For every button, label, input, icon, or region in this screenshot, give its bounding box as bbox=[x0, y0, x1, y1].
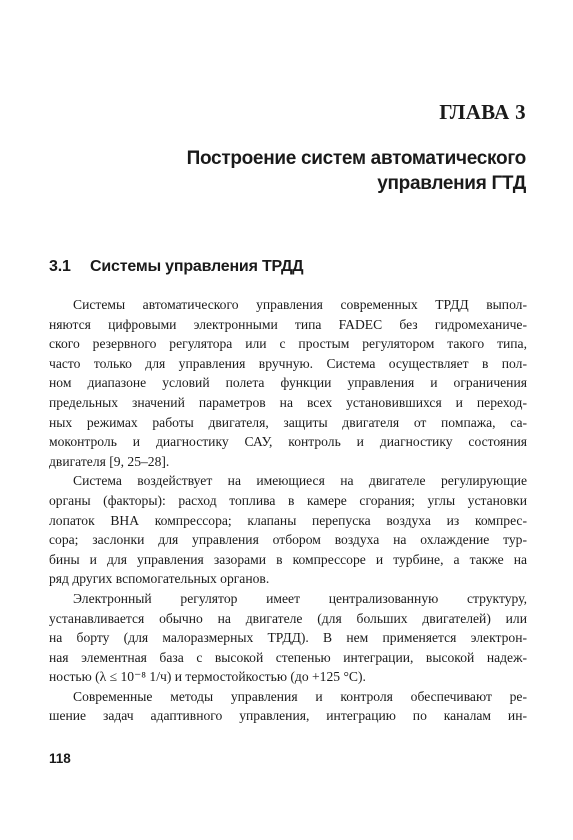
paragraph-line: Современные методы управления и контроля обеспечивают ре- bbox=[73, 688, 527, 704]
paragraph-line: ского резервного регулятора или с простым регулятором такого типа, bbox=[49, 336, 527, 352]
paragraph-line: шение задач адаптивного управления, интеграцию по каналам ин- bbox=[49, 708, 527, 724]
paragraph-line: моконтроль и диагностику САУ, контроль и диагностику состояния bbox=[49, 434, 527, 450]
paragraph-line: бины и для управления зазорами в компрессоре и турбине, а также на bbox=[49, 551, 527, 567]
chapter-label: ГЛАВА 3 bbox=[439, 100, 526, 124]
paragraph-line: лопаток ВНА компрессора; клапаны перепуска воздуха из компрес- bbox=[49, 512, 527, 528]
paragraph-line: ном диапазоне условий полета функции управления и ограничения bbox=[49, 375, 527, 391]
paragraph-line: двигателя [9, 25–28]. bbox=[49, 453, 170, 469]
chapter-title-line: Построение систем автоматического bbox=[186, 148, 526, 169]
section-heading bbox=[49, 258, 303, 276]
body-text bbox=[49, 295, 527, 726]
paragraph-line: ностью (λ ≤ 10⁻⁸ 1/ч) и термостойкостью (до +125 °C). bbox=[49, 669, 366, 685]
paragraph-line: няются цифровыми электронными типа FADEC без гидромеханиче- bbox=[49, 316, 527, 332]
paragraph-line: ряд других вспомогательных органов. bbox=[49, 571, 270, 587]
paragraph-line: часто только для управления вручную. Система осуществляет в пол- bbox=[49, 355, 527, 371]
chapter-title-line: управления ГТД bbox=[377, 173, 526, 194]
paragraph-line: сора; заслонки для управления отбором воздуха на охлаждение тур- bbox=[49, 532, 527, 548]
paragraph-line: Электронный регулятор имеет централизованную структуру, bbox=[73, 590, 527, 606]
paragraph-line: Системы автоматического управления современных ТРДД выпол- bbox=[73, 297, 527, 312]
page-number: 118 bbox=[49, 751, 71, 766]
paragraph-line: на борту (для малоразмерных ТРДД). В нем применяется электрон- bbox=[49, 630, 527, 646]
paragraph-line: устанавливается обычно на двигателе (для больших двигателей) или bbox=[49, 610, 527, 626]
paragraph-line: предельных значений параметров на всех установившихся и переход- bbox=[49, 394, 527, 410]
section-number: 3.1 bbox=[49, 258, 71, 275]
chapter-title bbox=[106, 146, 526, 196]
paragraph-line: Система воздействует на имеющиеся на двигателе регулирующие bbox=[73, 473, 527, 489]
section-title: Системы управления ТРДД bbox=[90, 258, 304, 275]
paragraph-line: органы (факторы): расход топлива в камере сгорания; углы установки bbox=[49, 492, 527, 508]
paragraph-line: ных режимах работы двигателя, защиты двигателя от помпажа, са- bbox=[49, 414, 527, 430]
paragraph-line: ная элементная база с высокой степенью интеграции, высокой надеж- bbox=[49, 649, 527, 665]
